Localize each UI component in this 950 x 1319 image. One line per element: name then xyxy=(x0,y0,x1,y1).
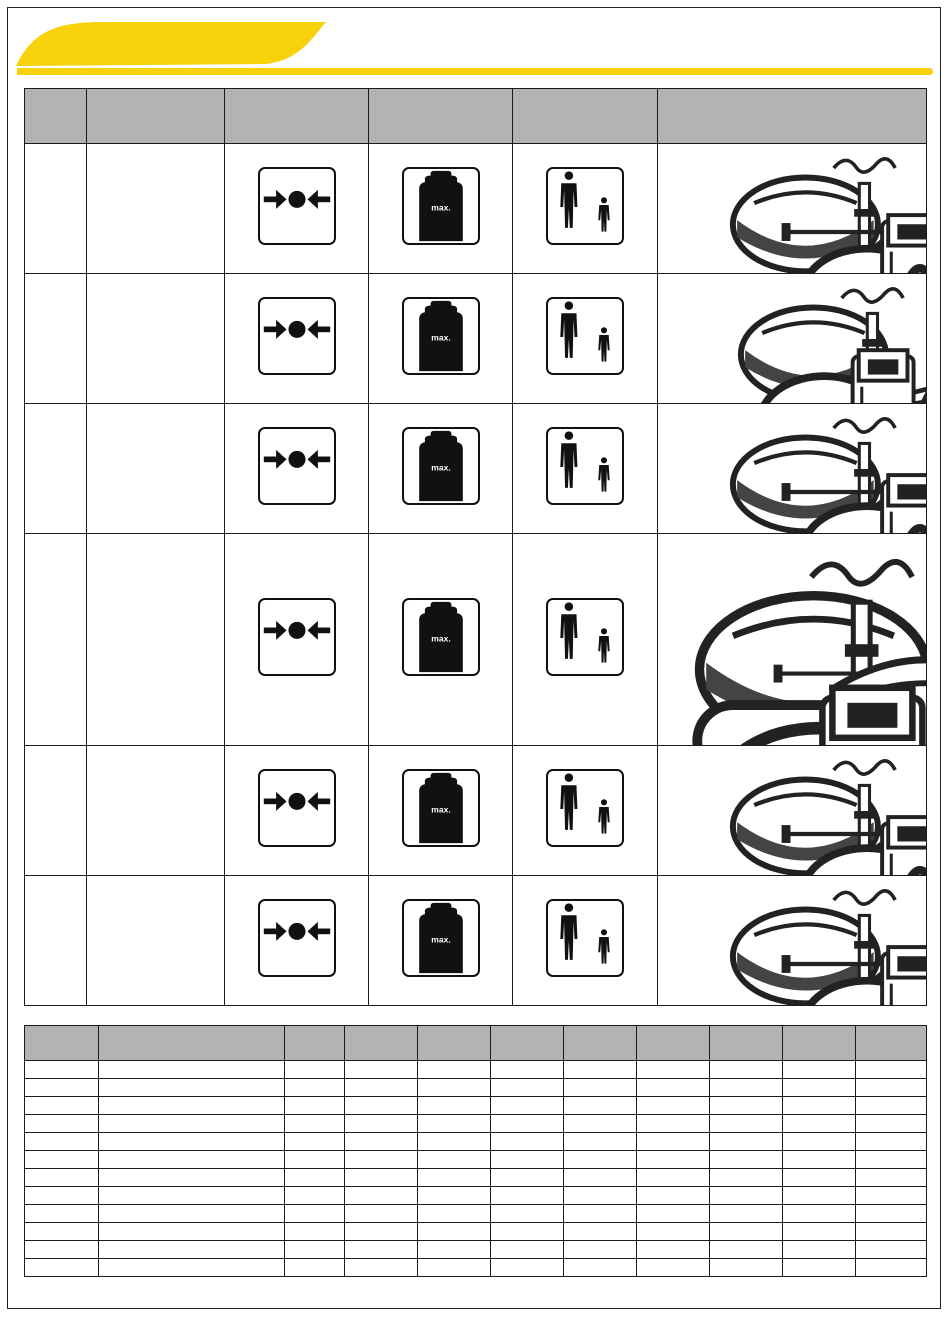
pressure-icon xyxy=(258,297,336,375)
spec-cell-model xyxy=(87,404,225,534)
grid-cell xyxy=(285,1223,345,1241)
weight-max-label: max. xyxy=(430,332,451,343)
grid-cell xyxy=(564,1169,637,1187)
weight-max-label: max. xyxy=(430,804,451,815)
spec-cell-pressure xyxy=(225,534,369,746)
specification-table xyxy=(24,88,927,1006)
grid-cell xyxy=(491,1097,564,1115)
spec-cell-number xyxy=(25,876,87,1006)
grid-cell xyxy=(99,1061,285,1079)
persons-icon xyxy=(546,167,624,245)
spec-header-cell xyxy=(225,89,369,144)
spec-cell-accessories xyxy=(658,746,927,876)
grid-cell xyxy=(25,1223,99,1241)
spec-cell-model xyxy=(87,144,225,274)
spec-header-cell xyxy=(87,89,225,144)
grid-cell xyxy=(285,1079,345,1097)
grid-cell xyxy=(637,1061,710,1079)
spec-cell-accessories xyxy=(658,404,927,534)
grid-cell xyxy=(856,1187,927,1205)
grid-cell xyxy=(491,1187,564,1205)
grid-cell xyxy=(491,1259,564,1277)
grid-cell xyxy=(637,1169,710,1187)
grid-cell xyxy=(418,1151,491,1169)
grid-cell xyxy=(25,1259,99,1277)
grid-cell xyxy=(418,1259,491,1277)
grid-cell xyxy=(710,1187,783,1205)
grid-cell xyxy=(783,1151,856,1169)
grid-cell xyxy=(285,1097,345,1115)
spec-cell-pressure xyxy=(225,144,369,274)
grid-cell xyxy=(285,1133,345,1151)
pressure-icon xyxy=(258,167,336,245)
grid-cell xyxy=(99,1187,285,1205)
grid-cell xyxy=(637,1079,710,1097)
blank-grid-table xyxy=(24,1025,927,1277)
grid-row xyxy=(25,1151,927,1169)
spec-row xyxy=(25,746,927,876)
grid-row xyxy=(25,1205,927,1223)
grid-cell xyxy=(99,1097,285,1115)
grid-cell xyxy=(418,1115,491,1133)
accessory-group xyxy=(658,405,926,533)
grid-cell xyxy=(783,1259,856,1277)
grid-cell xyxy=(491,1133,564,1151)
spec-cell-persons xyxy=(513,274,658,404)
spec-header-cell xyxy=(369,89,513,144)
grid-cell xyxy=(491,1241,564,1259)
weight-max-label: max. xyxy=(430,633,451,644)
grid-cell xyxy=(25,1205,99,1223)
grid-cell xyxy=(856,1169,927,1187)
grid-cell xyxy=(783,1169,856,1187)
grid-cell xyxy=(491,1223,564,1241)
accessory-group xyxy=(658,275,926,403)
spec-cell-model xyxy=(87,876,225,1006)
spec-header-cell xyxy=(658,89,927,144)
grid-header-cell xyxy=(25,1026,99,1061)
grid-cell xyxy=(345,1115,418,1133)
grid-cell xyxy=(637,1115,710,1133)
grid-cell xyxy=(285,1241,345,1259)
pressure-icon xyxy=(258,598,336,676)
yellow-banner xyxy=(16,20,326,66)
pressure-icon xyxy=(258,427,336,505)
grid-cell xyxy=(564,1079,637,1097)
grid-row xyxy=(25,1259,927,1277)
grid-cell xyxy=(710,1079,783,1097)
spec-cell-persons xyxy=(513,534,658,746)
spec-row xyxy=(25,404,927,534)
persons-icon xyxy=(546,769,624,847)
grid-header-cell xyxy=(285,1026,345,1061)
grid-cell xyxy=(637,1151,710,1169)
spec-header-row xyxy=(25,89,927,144)
grid-cell xyxy=(783,1115,856,1133)
grid-cell xyxy=(856,1115,927,1133)
spec-cell-accessories xyxy=(658,144,927,274)
spec-cell-model xyxy=(87,746,225,876)
backpack-icon xyxy=(853,350,914,403)
grid-cell xyxy=(345,1187,418,1205)
persons-icon xyxy=(546,899,624,977)
spec-header-cell xyxy=(513,89,658,144)
grid-cell xyxy=(285,1259,345,1277)
grid-cell xyxy=(710,1223,783,1241)
spec-cell-number xyxy=(25,534,87,746)
grid-cell xyxy=(491,1205,564,1223)
grid-cell xyxy=(856,1205,927,1223)
grid-cell xyxy=(564,1223,637,1241)
backpack-icon xyxy=(822,687,922,744)
grid-header-cell xyxy=(564,1026,637,1061)
weight-icon xyxy=(402,167,480,245)
spec-cell-pressure xyxy=(225,876,369,1006)
grid-cell xyxy=(856,1061,927,1079)
grid-cell xyxy=(710,1097,783,1115)
grid-cell xyxy=(856,1223,927,1241)
grid-cell xyxy=(418,1097,491,1115)
persons-icon xyxy=(546,297,624,375)
grid-cell xyxy=(856,1097,927,1115)
grid-cell xyxy=(783,1241,856,1259)
grid-cell xyxy=(710,1241,783,1259)
weight-max-label: max. xyxy=(430,934,451,945)
grid-cell xyxy=(637,1097,710,1115)
grid-cell xyxy=(25,1061,99,1079)
accessory-group xyxy=(658,747,926,875)
grid-cell xyxy=(856,1151,927,1169)
grid-cell xyxy=(564,1097,637,1115)
grid-cell xyxy=(285,1187,345,1205)
grid-row xyxy=(25,1187,927,1205)
spec-row xyxy=(25,534,927,746)
grid-cell xyxy=(418,1187,491,1205)
grid-row xyxy=(25,1097,927,1115)
grid-cell xyxy=(99,1259,285,1277)
grid-header-cell xyxy=(418,1026,491,1061)
grid-cell xyxy=(710,1061,783,1079)
spec-cell-weight xyxy=(369,144,513,274)
spec-cell-accessories xyxy=(658,274,927,404)
grid-cell xyxy=(783,1097,856,1115)
grid-cell xyxy=(710,1169,783,1187)
weight-icon xyxy=(402,598,480,676)
pressure-icon xyxy=(258,899,336,977)
persons-icon xyxy=(546,427,624,505)
grid-cell xyxy=(285,1115,345,1133)
grid-cell xyxy=(99,1169,285,1187)
grid-row xyxy=(25,1115,927,1133)
spec-cell-weight xyxy=(369,746,513,876)
spec-cell-number xyxy=(25,274,87,404)
grid-row xyxy=(25,1223,927,1241)
grid-cell xyxy=(99,1205,285,1223)
grid-header-cell xyxy=(856,1026,927,1061)
grid-cell xyxy=(710,1133,783,1151)
spec-cell-persons xyxy=(513,746,658,876)
grid-cell xyxy=(418,1205,491,1223)
spec-cell-weight xyxy=(369,404,513,534)
grid-cell xyxy=(99,1151,285,1169)
grid-cell xyxy=(25,1151,99,1169)
grid-cell xyxy=(491,1151,564,1169)
persons-icon xyxy=(546,598,624,676)
grid-cell xyxy=(637,1133,710,1151)
grid-cell xyxy=(285,1205,345,1223)
yellow-rule xyxy=(17,68,933,75)
grid-cell xyxy=(783,1079,856,1097)
grid-cell xyxy=(856,1241,927,1259)
grid-cell xyxy=(345,1061,418,1079)
backpack-icon xyxy=(882,947,926,1005)
grid-cell xyxy=(564,1115,637,1133)
grid-cell xyxy=(856,1259,927,1277)
grid-cell xyxy=(345,1151,418,1169)
spec-cell-number xyxy=(25,404,87,534)
grid-row xyxy=(25,1169,927,1187)
grid-header-cell xyxy=(99,1026,285,1061)
spec-cell-weight xyxy=(369,534,513,746)
grid-cell xyxy=(710,1115,783,1133)
grid-cell xyxy=(25,1115,99,1133)
grid-row xyxy=(25,1061,927,1079)
grid-cell xyxy=(345,1169,418,1187)
grid-cell xyxy=(783,1205,856,1223)
grid-cell xyxy=(637,1241,710,1259)
grid-cell xyxy=(783,1187,856,1205)
grid-row xyxy=(25,1079,927,1097)
spec-cell-model xyxy=(87,534,225,746)
spec-row xyxy=(25,274,927,404)
grid-cell xyxy=(564,1151,637,1169)
spec-cell-weight xyxy=(369,274,513,404)
grid-cell xyxy=(637,1187,710,1205)
accessory-group xyxy=(658,145,926,273)
grid-header-cell xyxy=(491,1026,564,1061)
grid-cell xyxy=(99,1115,285,1133)
spec-cell-pressure xyxy=(225,404,369,534)
grid-cell xyxy=(25,1241,99,1259)
grid-cell xyxy=(856,1133,927,1151)
grid-header-cell xyxy=(637,1026,710,1061)
grid-cell xyxy=(491,1079,564,1097)
grid-header-cell xyxy=(783,1026,856,1061)
grid-cell xyxy=(25,1187,99,1205)
grid-cell xyxy=(637,1223,710,1241)
grid-cell xyxy=(345,1259,418,1277)
weight-max-label: max. xyxy=(430,202,451,213)
grid-cell xyxy=(99,1223,285,1241)
grid-cell xyxy=(418,1241,491,1259)
grid-cell xyxy=(25,1169,99,1187)
spec-row xyxy=(25,144,927,274)
grid-cell xyxy=(856,1079,927,1097)
grid-cell xyxy=(99,1133,285,1151)
accessory-group xyxy=(658,877,926,1005)
grid-cell xyxy=(564,1133,637,1151)
spec-cell-accessories xyxy=(658,534,927,746)
grid-cell xyxy=(418,1223,491,1241)
grid-cell xyxy=(710,1259,783,1277)
grid-cell xyxy=(345,1079,418,1097)
grid-cell xyxy=(564,1241,637,1259)
grid-cell xyxy=(491,1061,564,1079)
grid-cell xyxy=(491,1115,564,1133)
grid-cell xyxy=(99,1241,285,1259)
grid-cell xyxy=(637,1205,710,1223)
grid-cell xyxy=(345,1205,418,1223)
grid-cell xyxy=(783,1223,856,1241)
grid-cell xyxy=(25,1097,99,1115)
spec-row xyxy=(25,876,927,1006)
grid-cell xyxy=(710,1151,783,1169)
spec-cell-persons xyxy=(513,876,658,1006)
grid-cell xyxy=(25,1079,99,1097)
grid-cell xyxy=(418,1061,491,1079)
grid-cell xyxy=(345,1223,418,1241)
grid-cell xyxy=(285,1151,345,1169)
grid-cell xyxy=(783,1133,856,1151)
spec-cell-model xyxy=(87,274,225,404)
pressure-icon xyxy=(258,769,336,847)
grid-cell xyxy=(345,1097,418,1115)
grid-cell xyxy=(564,1259,637,1277)
grid-cell xyxy=(710,1205,783,1223)
grid-cell xyxy=(345,1133,418,1151)
weight-icon xyxy=(402,297,480,375)
weight-icon xyxy=(402,427,480,505)
grid-cell xyxy=(418,1169,491,1187)
grid-cell xyxy=(285,1169,345,1187)
spec-cell-persons xyxy=(513,404,658,534)
spec-cell-pressure xyxy=(225,274,369,404)
accessory-group xyxy=(658,535,926,745)
grid-cell xyxy=(418,1133,491,1151)
grid-cell xyxy=(99,1079,285,1097)
spec-cell-weight xyxy=(369,876,513,1006)
grid-row xyxy=(25,1241,927,1259)
grid-cell xyxy=(418,1079,491,1097)
grid-cell xyxy=(25,1133,99,1151)
weight-max-label: max. xyxy=(430,462,451,473)
weight-icon xyxy=(402,899,480,977)
grid-cell xyxy=(564,1061,637,1079)
spec-cell-pressure xyxy=(225,746,369,876)
grid-cell xyxy=(783,1061,856,1079)
spec-cell-accessories xyxy=(658,876,927,1006)
grid-cell xyxy=(564,1205,637,1223)
spec-cell-number xyxy=(25,746,87,876)
spec-cell-persons xyxy=(513,144,658,274)
grid-cell xyxy=(491,1169,564,1187)
spec-cell-number xyxy=(25,144,87,274)
grid-header-row xyxy=(25,1026,927,1061)
grid-cell xyxy=(564,1187,637,1205)
grid-header-cell xyxy=(710,1026,783,1061)
grid-cell xyxy=(345,1241,418,1259)
grid-row xyxy=(25,1133,927,1151)
grid-cell xyxy=(637,1259,710,1277)
spec-header-cell xyxy=(25,89,87,144)
weight-icon xyxy=(402,769,480,847)
grid-header-cell xyxy=(345,1026,418,1061)
grid-cell xyxy=(285,1061,345,1079)
